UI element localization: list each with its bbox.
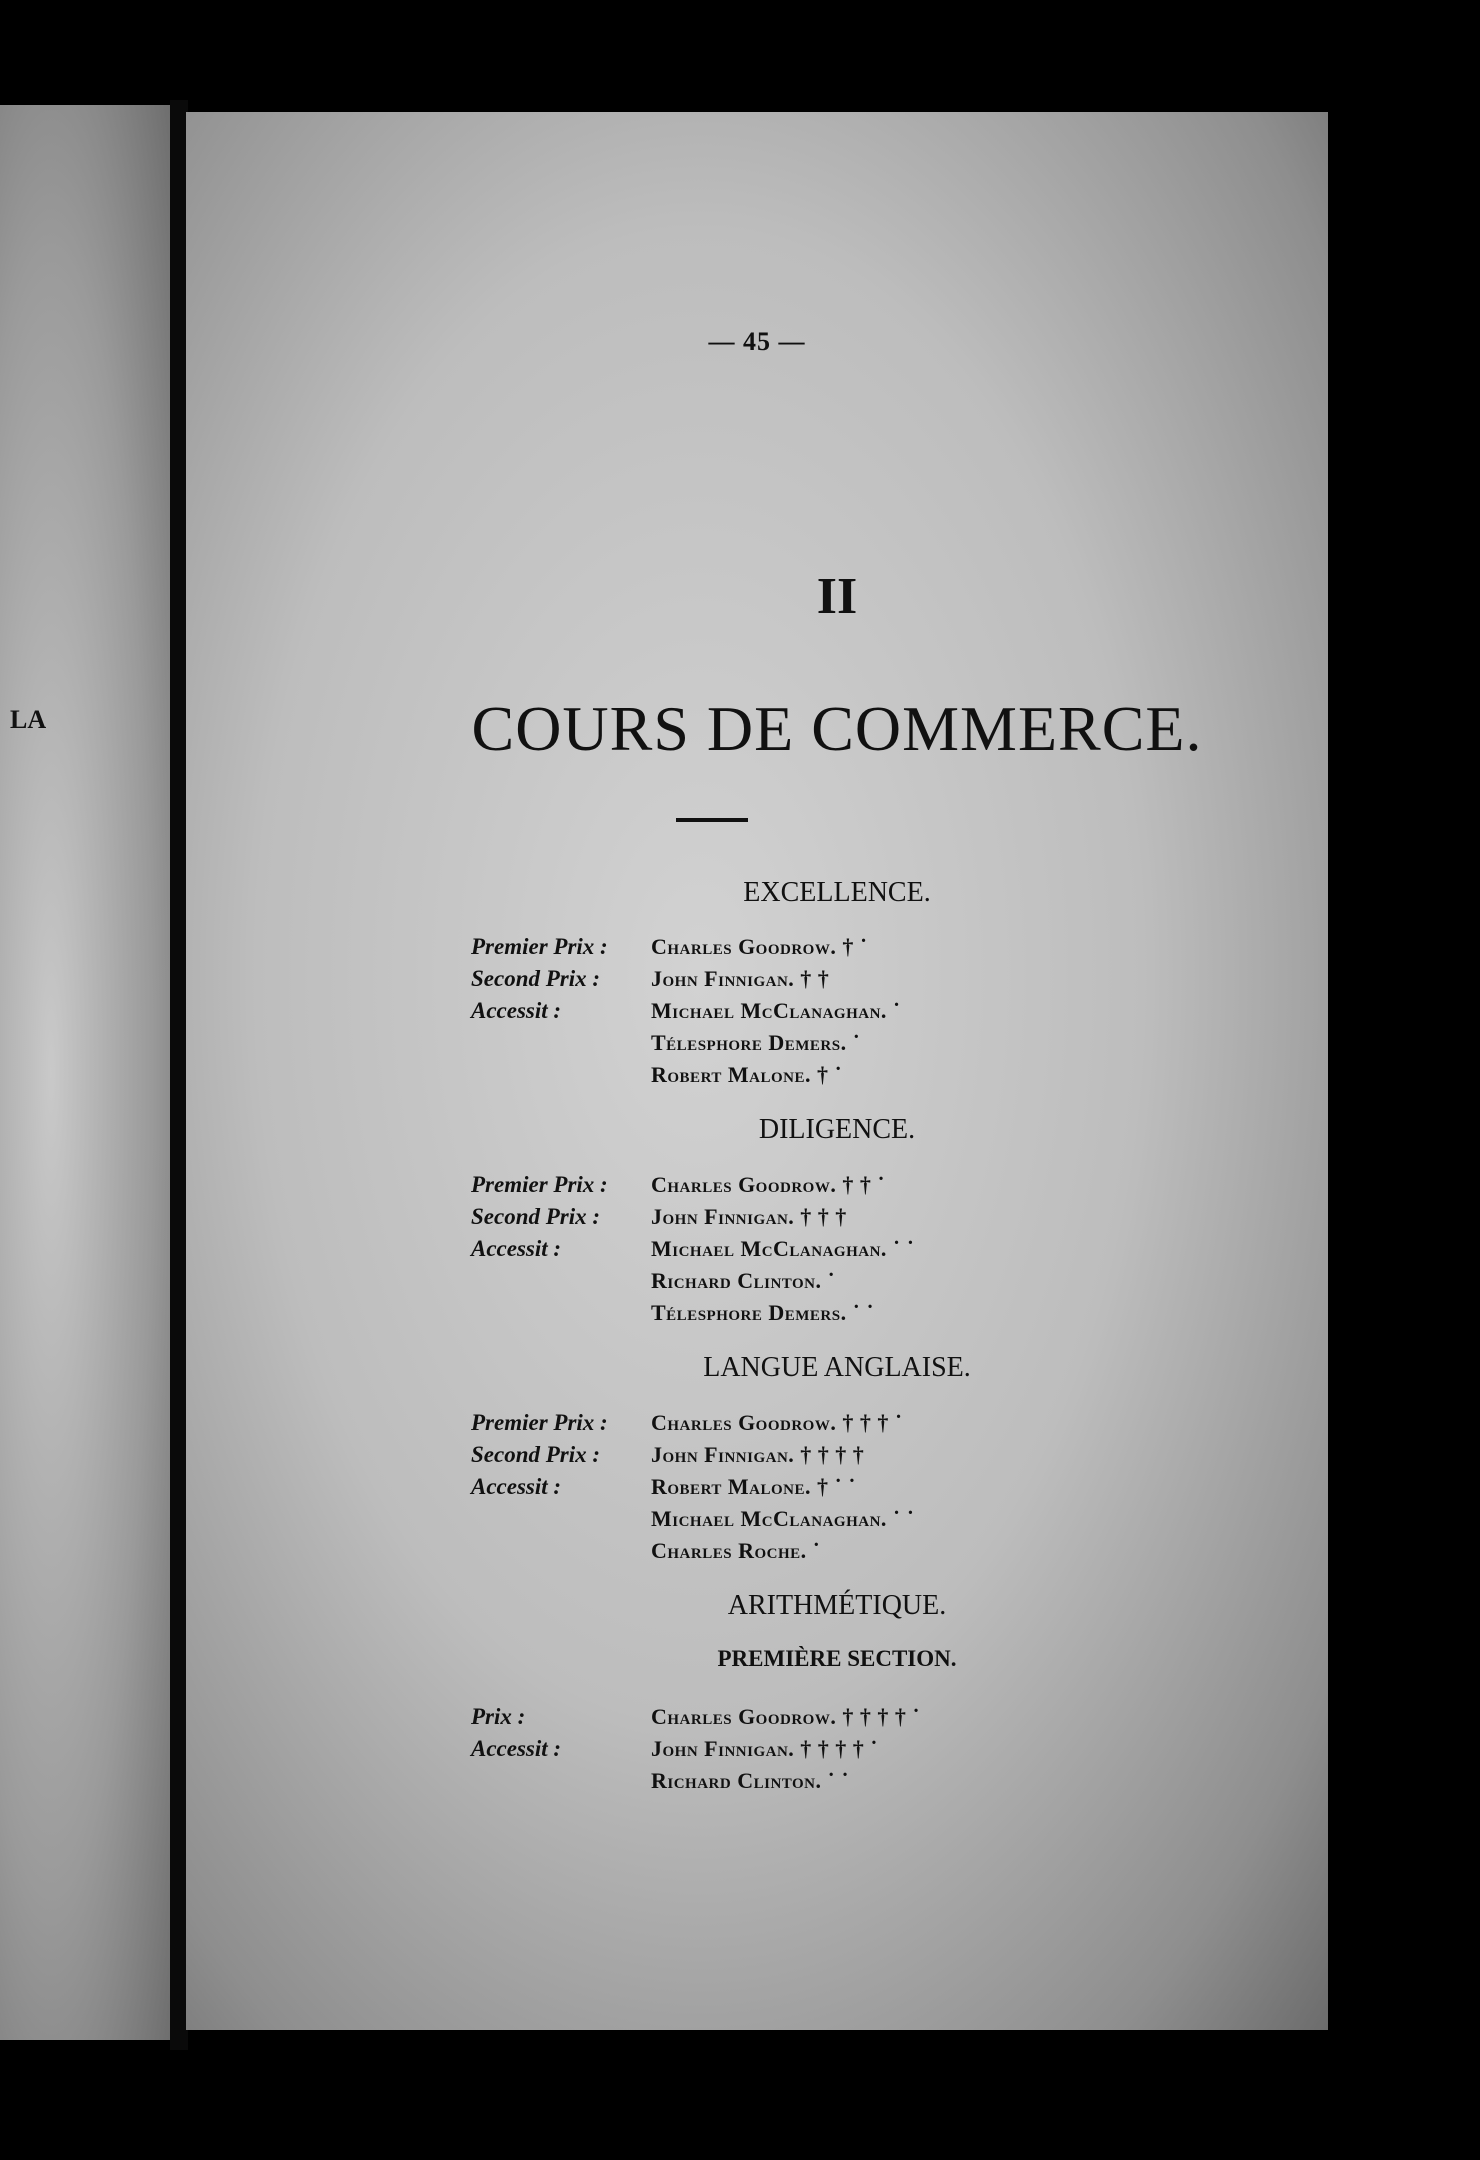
part-number: II: [816, 568, 858, 625]
entry-name: Télesphore Demers. ˙ ˙: [651, 1300, 875, 1325]
entry-name: John Finnigan. † †: [651, 966, 830, 991]
entry-name: Michael McClanaghan. ˙ ˙: [651, 1506, 915, 1531]
entry-name: Richard Clinton. ˙: [651, 1268, 836, 1293]
entry-label: Second Prix :: [471, 966, 601, 991]
section-subheading: PREMIÈRE SECTION.: [717, 1646, 957, 1671]
entry-label: Accessit :: [471, 1736, 562, 1761]
section-heading-diligence: DILIGENCE.: [758, 1114, 916, 1145]
entry-name: Charles Goodrow. † † † † ˙: [651, 1704, 921, 1729]
left-page-edge-text: LA: [10, 705, 47, 734]
entry-name: Robert Malone. † ˙ ˙: [651, 1474, 857, 1499]
entry-label: Prix :: [471, 1704, 526, 1729]
entry-name: Robert Malone. † ˙: [651, 1062, 843, 1087]
section-heading-excellence: EXCELLENCE.: [743, 877, 931, 908]
entry-label: Premier Prix :: [471, 1172, 608, 1197]
entry-name: John Finnigan. † † † † ˙: [651, 1736, 879, 1761]
entry-name: Télesphore Demers. ˙: [651, 1030, 861, 1055]
entry-label: Second Prix :: [471, 1442, 601, 1467]
section-title: COURS DE COMMERCE.: [471, 693, 1203, 764]
entry-label: Premier Prix :: [471, 1410, 608, 1435]
page: [186, 112, 1328, 2030]
entry-label: Premier Prix :: [471, 934, 608, 959]
entry-label: Accessit :: [471, 1236, 562, 1261]
entry-name: Charles Goodrow. † † † ˙: [651, 1410, 903, 1435]
entry-name: Charles Roche. ˙: [651, 1538, 821, 1563]
entry-name: Richard Clinton. ˙ ˙: [651, 1768, 850, 1793]
entry-name: John Finnigan. † † †: [651, 1204, 847, 1229]
prize-list: [186, 112, 1328, 2030]
section-heading-arithmetic: ARITHMÉTIQUE.: [727, 1590, 947, 1621]
entry-name: John Finnigan. † † † †: [651, 1442, 865, 1467]
left-page-fragment: [0, 105, 170, 2040]
entry-name: Michael McClanaghan. ˙: [651, 998, 901, 1023]
page-number: — 45 —: [708, 327, 806, 356]
entry-name: Michael McClanaghan. ˙ ˙: [651, 1236, 915, 1261]
entry-label: Second Prix :: [471, 1204, 601, 1229]
entry-name: Charles Goodrow. † † ˙: [651, 1172, 886, 1197]
entry-name: Charles Goodrow. † ˙: [651, 934, 868, 959]
entry-label: Accessit :: [471, 1474, 562, 1499]
entry-label: Accessit :: [471, 998, 562, 1023]
section-heading-english: LANGUE ANGLAISE.: [703, 1352, 971, 1383]
